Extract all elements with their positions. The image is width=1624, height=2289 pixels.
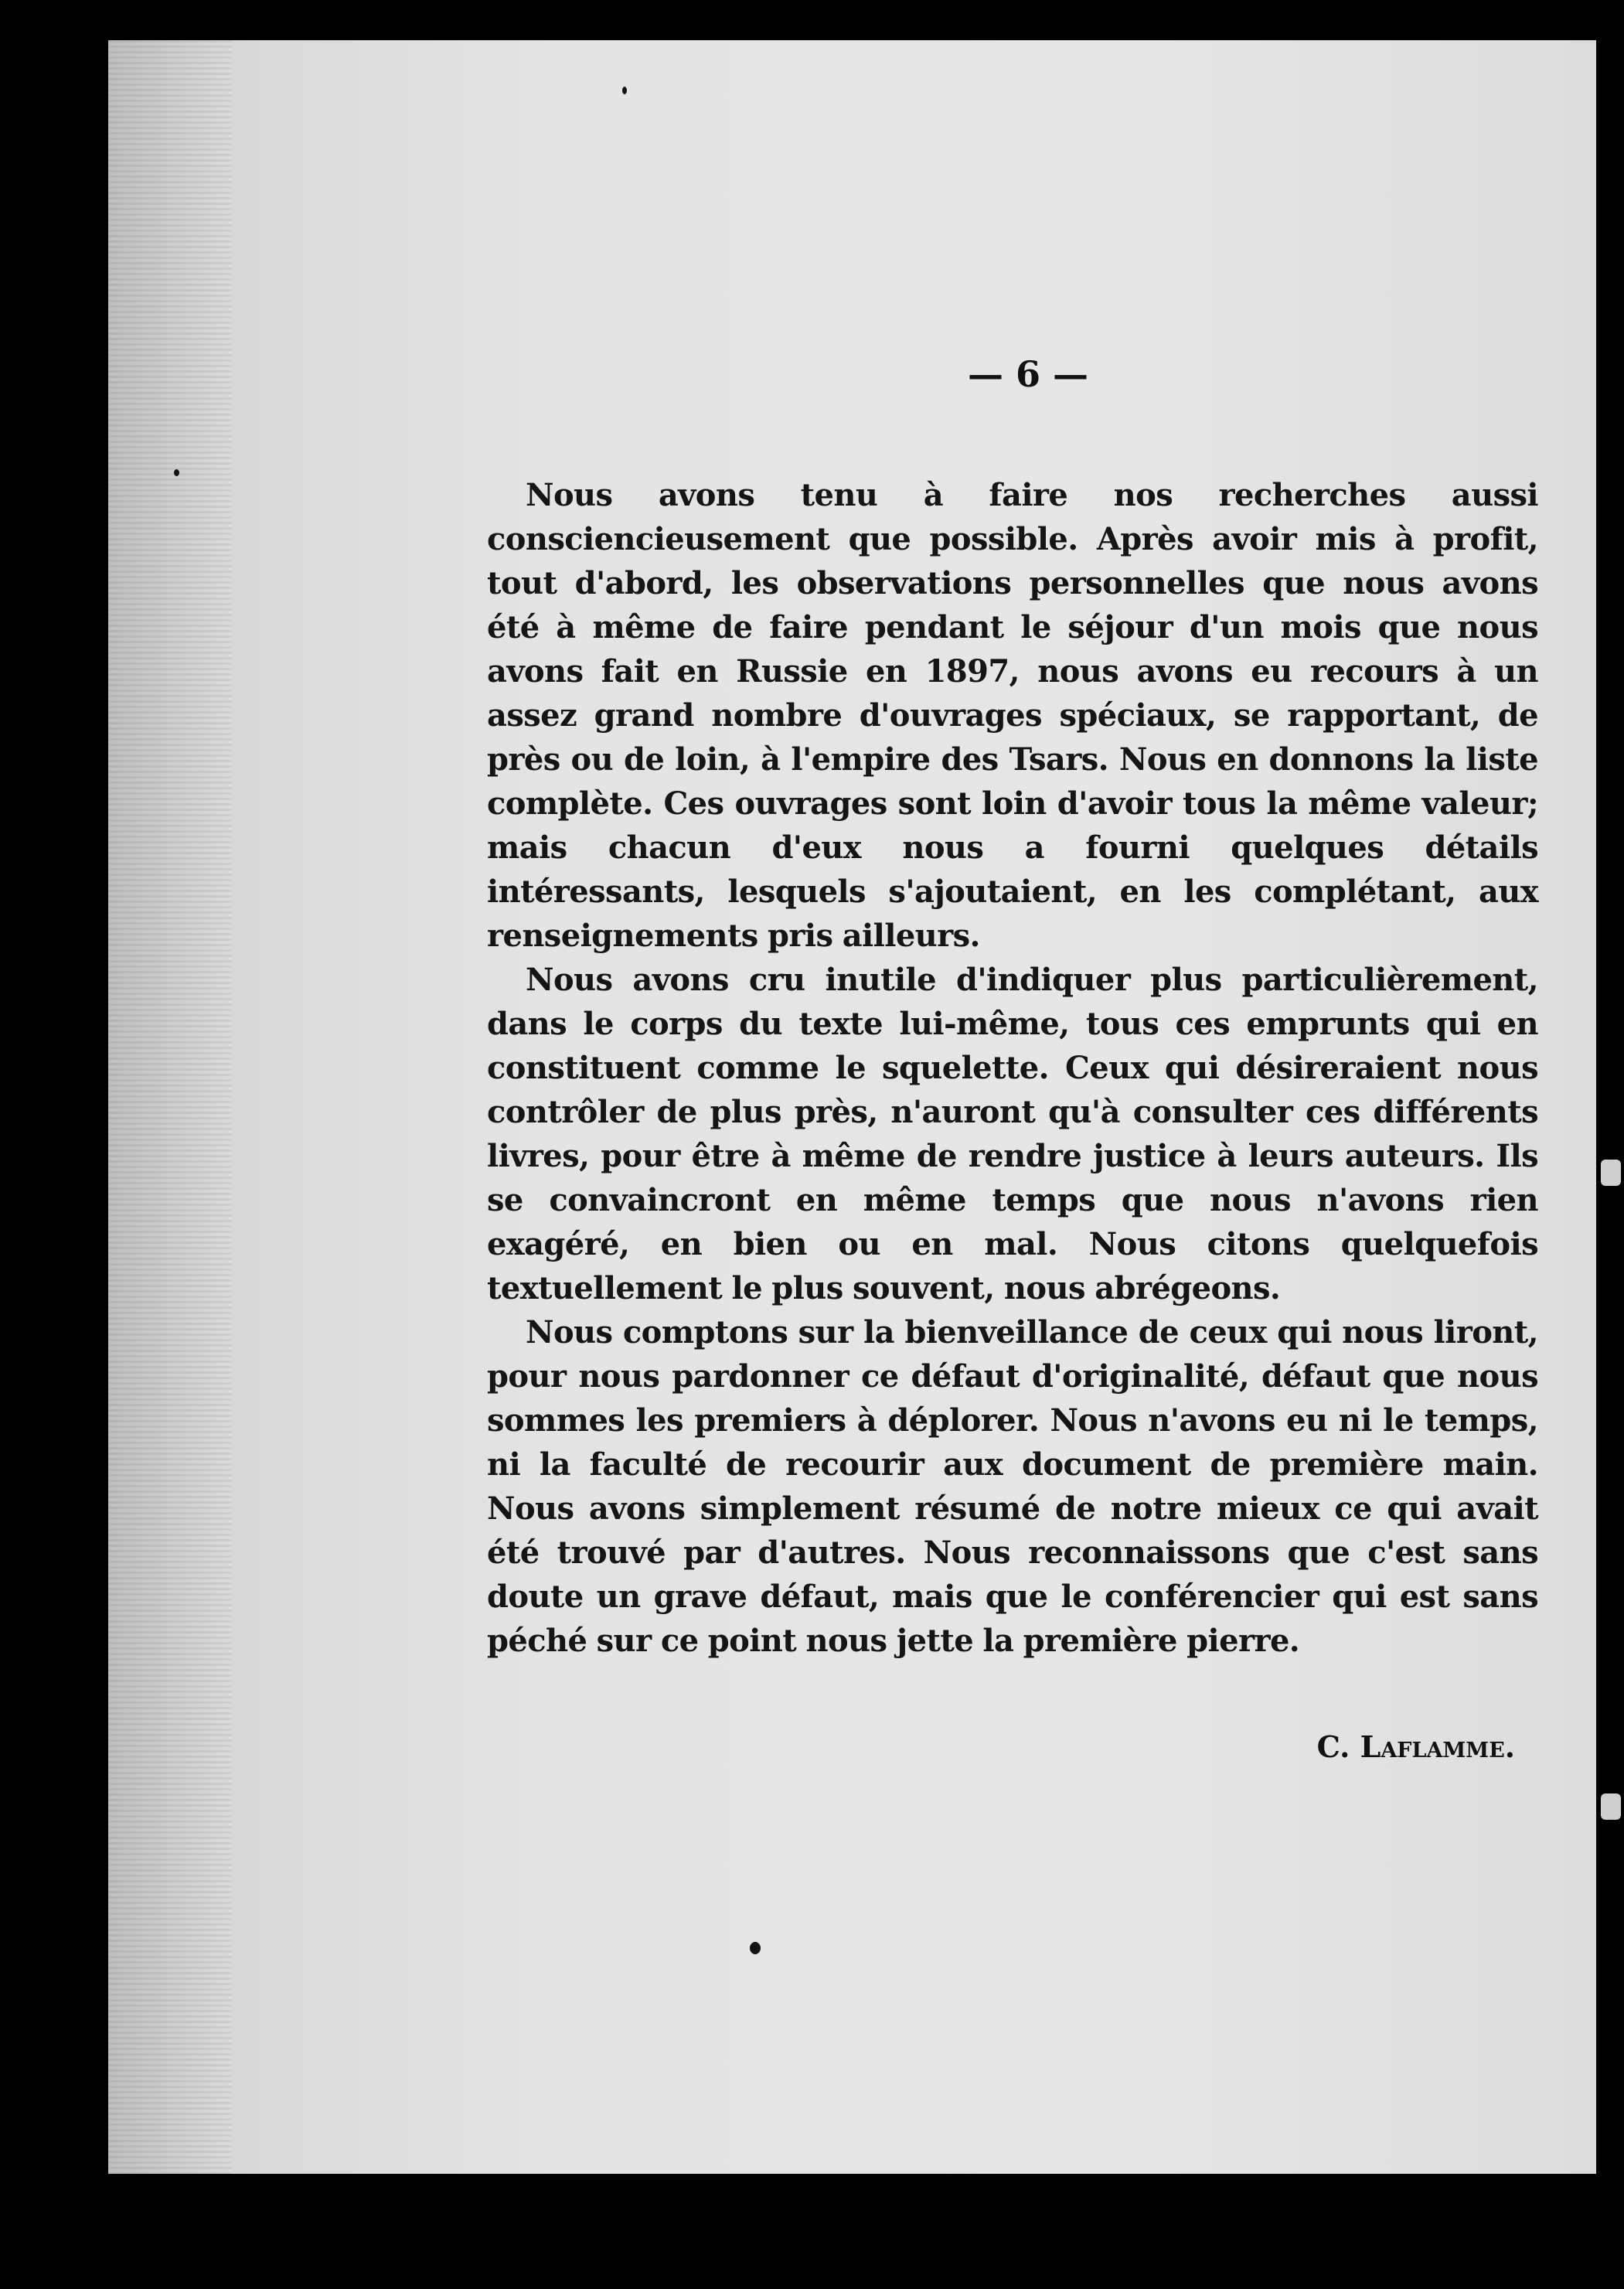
page-number: — 6 — [967, 353, 1089, 395]
paragraph-2: Nous avons cru inutile d'indiquer plus particulièrement, dans le corps du texte lui-même, tous ces emprunts qui en constituent comme le squelette. Ceux qui désireraient nous contrôler de plus près, n'auront qu'à consulter ces différents livres, pour être à même de rendre justice à leurs auteurs. Ils se convaincront en même temps que nous n'avons rien exagéré, en bien ou en mal. Nous citons quelquefois textuellement le plus souvent, nous abrégeons. [487, 962, 1538, 1306]
author-signature: C. Laflamme. [1316, 1729, 1515, 1764]
paragraph-1: Nous avons tenu à faire nos recherches aussi consciencieusement que possible. Après avoir mis à profit, tout d'abord, les observations personnelles que nous avons été à même de faire pendant le séjour d'un mois que nous avons fait en Russie en 1897, nous avons eu recours à un assez grand nombre d'ouvrages spéciaux, se rapportant, de près ou de loin, à l'empire des Tsars. Nous en donnons la liste complète. Ces ouvrages sont loin d'avoir tous la même valeur; mais chacun d'eux nous a fourni quelques détails intéressants, lesquels s'ajoutaient, en les complétant, aux renseignements pris ailleurs. [487, 477, 1538, 954]
scanned-page [108, 40, 1596, 2174]
binding-edge [1596, 0, 1624, 2289]
ink-speck [750, 1942, 761, 1954]
ink-speck [622, 87, 627, 94]
paragraph-3: Nous comptons sur la bienveillance de ceux qui nous liront, pour nous pardonner ce défaut d'originalité, défaut que nous sommes les premiers à déplorer. Nous n'avons eu ni le temps, ni la faculté de recourir aux document de première main. Nous avons simplement résumé de notre mieux ce qui avait été trouvé par d'autres. Nous reconnaissons que c'est sans doute un grave défaut, mais que le conférencier qui est sans péché sur ce point nous jette la première pierre. [487, 1314, 1538, 1659]
body-text [487, 473, 1538, 1663]
binding-clip [1601, 1160, 1621, 1186]
ink-speck [174, 469, 179, 476]
binding-clip [1601, 1793, 1621, 1820]
